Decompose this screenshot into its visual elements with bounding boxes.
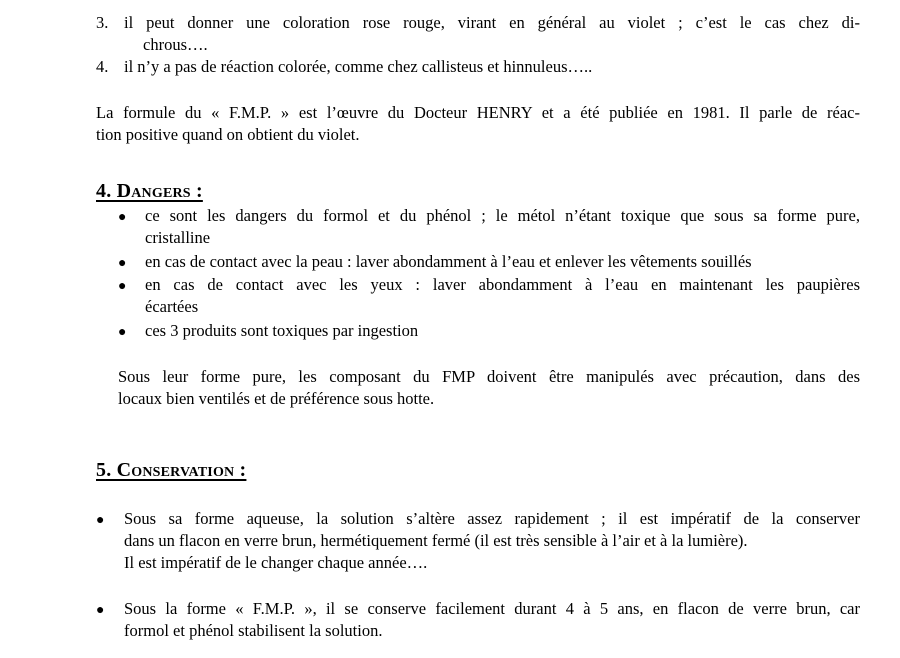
list-item-line: Sous la forme « F.M.P. », il se conserve facilement durant 4 à 5 ans, en flacon de verre brun, car: [124, 599, 860, 618]
list-number: 4.: [96, 57, 109, 76]
list-item-line: Sous sa forme aqueuse, la solution s’altère assez rapidement ; il est impératif de la conserver: [124, 509, 860, 528]
bullet-icon: ●: [118, 210, 127, 225]
list-item-line: ces 3 produits sont toxiques par ingestion: [145, 321, 419, 340]
bullet-icon: ●: [96, 513, 105, 528]
bullet-icon: ●: [118, 256, 127, 271]
list-item-3: [96, 12, 860, 56]
paragraph-line: La formule du « F.M.P. » est l’œuvre du Docteur HENRY et a été publiée en 1981. Il parle de réac-: [96, 103, 860, 122]
numbered-list: [96, 12, 860, 78]
section-heading-dangers: 4. Dangers :: [96, 180, 203, 202]
bullet-icon: ●: [96, 603, 105, 618]
list-item-line: en cas de contact avec les yeux : laver abondamment à l’eau en maintenant les paupières: [145, 275, 860, 294]
list-item-4: [96, 56, 860, 78]
list-item: [124, 598, 860, 642]
paragraph-line: tion positive quand on obtient du violet.: [96, 125, 360, 144]
list-item-line: formol et phénol stabilisent la solution.: [124, 621, 383, 640]
list-item-line: ce sont les dangers du formol et du phénol ; le métol n’étant toxique que sous sa forme pure,: [145, 206, 860, 225]
section-heading-conservation: 5. Conservation :: [96, 459, 247, 481]
list-number: 3.: [96, 13, 109, 32]
list-item-text: il peut donner une coloration rose rouge, virant en général au violet ; c’est le cas chez di-: [124, 13, 860, 32]
list-item-line: Il est impératif de le changer chaque année….: [124, 553, 428, 572]
list-item-text: il n’y a pas de réaction colorée, comme chez callisteus et hinnuleus…..: [124, 57, 593, 76]
list-item-text-cont: chrous….: [143, 35, 208, 54]
list-item: [145, 320, 860, 342]
paragraph-line: locaux bien ventilés et de préférence sous hotte.: [118, 389, 435, 408]
handling-note: [118, 366, 860, 410]
paragraph-line: Sous leur forme pure, les composant du FMP doivent être manipulés avec précaution, dans des: [118, 367, 860, 386]
list-item: [145, 274, 860, 318]
list-item: [145, 251, 860, 273]
list-item-line: dans un flacon en verre brun, hermétiquement fermé (il est très sensible à l’air et à la lumière).: [124, 531, 748, 550]
intro-paragraph: [96, 102, 860, 146]
list-item-line: en cas de contact avec la peau : laver abondamment à l’eau et enlever les vêtements souillés: [145, 252, 752, 271]
bullet-icon: ●: [118, 279, 127, 294]
list-item: [124, 508, 860, 574]
list-item: [145, 205, 860, 249]
list-item-line: écartées: [145, 297, 199, 316]
list-item-line: cristalline: [145, 228, 211, 247]
bullet-icon: ●: [118, 325, 127, 340]
